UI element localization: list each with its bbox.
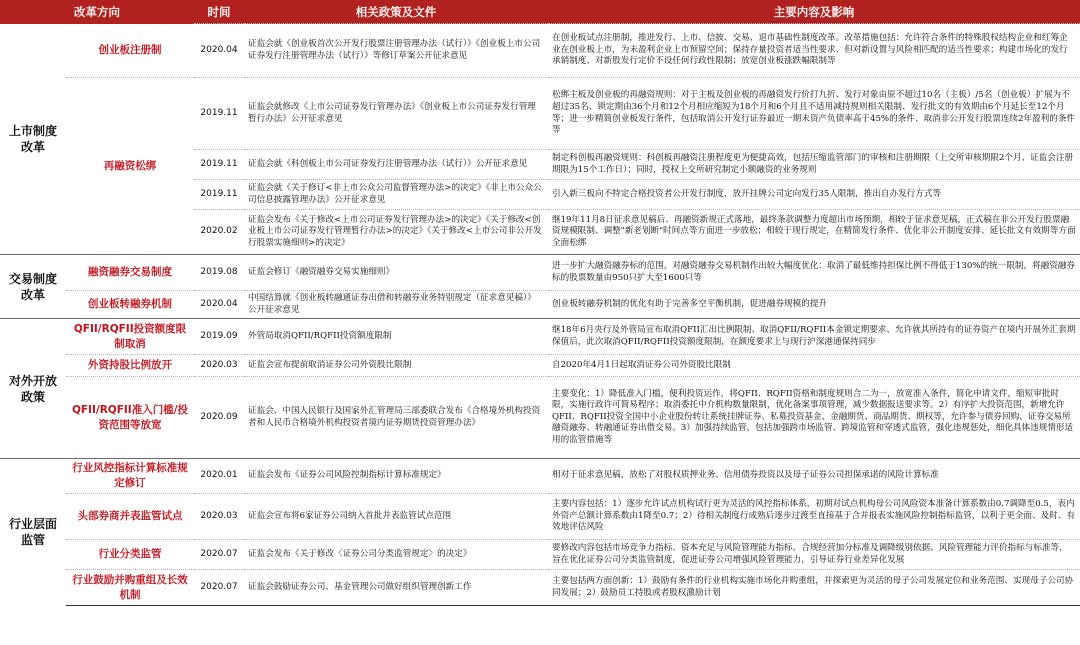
header-effect: 主要内容及影响 (548, 0, 1080, 24)
table-row (0, 24, 1080, 78)
policy-cell: 证监会宣布提前取消证券公司外资股比限制 (244, 355, 548, 377)
subcategory-cell: 行业风控指标计算标准规定修订 (66, 459, 194, 494)
subcategory-cell: 行业鼓励并购重组及长效机制 (66, 570, 194, 606)
effect-cell: 继19年11月8日征求意见稿后、再融资新规正式落地，最终条款调整力度超出市场预期，相较于征求意见稿，正式稿在非公开发行股票融资规模限制、调整"新老划断"时间点等方面进一步放松；相较于现行规定，在精简发行条件、优化非公开制度安排、延长批文有效期等方面全面松绑 (548, 210, 1080, 255)
effect-cell: 相对于征求意见稿，放松了对股权质押业务、信用债券投资以及母子证券公司担保承诺的风险计算标准 (548, 459, 1080, 494)
policy-cell: 证监会修订《融资融券交易实施细则》 (244, 255, 548, 291)
date-cell: 2020.09 (194, 377, 244, 459)
subcategory-cell: 创业板转融券机制 (66, 291, 194, 319)
table-row (0, 78, 1080, 150)
effect-cell: 进一步扩大融资融券标的范围，对融资融券交易机制作出较大幅度优化：取消了最低维持担保比例不得低于130%的统一限制，将融资融券标的股票数量由950只扩大至1600只等 (548, 255, 1080, 291)
effect-cell: 在创业板试点注册制，推进发行、上市、信披、交易、退市基础性制度改革。改革措施包括：允许符合条件的特殊股权结构企业和红筹企业在创业板上市，为未盈利企业上市预留空间；保持存量投资者适当性要求、但对新设置与风险相匹配的适当性要求；构建市场化的发行承销制度、对新股发行定价不设任何行政性限制；放宽创业板涨跌幅限制等 (548, 24, 1080, 78)
policy-cell: 证监会就《创业板首次公开发行股票注册管理办法（试行）》《创业板上市公司证券发行注册管理办法（试行）》等修订草案公开征求意见 (244, 24, 548, 78)
subcategory-cell: QFII/RQFII投资额度限制取消 (66, 319, 194, 355)
date-cell: 2020.03 (194, 355, 244, 377)
header-date: 时间 (194, 0, 244, 24)
date-cell: 2019.11 (194, 150, 244, 180)
policy-cell: 证监会就《关于修订<非上市公众公司监督管理办法>的决定》《非上市公众公司信息披露管理办法》公开征求意见 (244, 180, 548, 210)
policy-cell: 证监会发布《关于修改<上市公司证券发行管理办法>的决定》《关于修改<创业板上市公司证券发行管理暂行办法>的决定》《关于修改<上市公司非公开发行股票实施细则>的决定》 (244, 210, 548, 255)
date-cell: 2020.07 (194, 570, 244, 606)
policy-cell: 证监会就《科创板上市公司证券发行注册管理办法（试行）》公开征求意见 (244, 150, 548, 180)
date-cell: 2020.03 (194, 494, 244, 540)
date-cell: 2019.09 (194, 319, 244, 355)
effect-cell: 主要变化：1）降低准入门槛，便利投资运作，将QFII、RQFII资格和制度规则合二为一，放宽准入条件，简化申请文件，缩短审批时限，实施行政许可简易程序；取消委托中介机构数量限制，优化备案事项管理，减少数据报送要求等。2）有序扩大投资范围，新增允许QFII、RQFII投资全国中小企业股份转让系统挂牌证券、私募投资基金、金融期货、商品期货、期权等，允许参与债券回购、证券交易所融资融券、转融通证券出借交易。3）加强持续监管，包括加强跨市场监管、跨境监管和穿透式监管，强化违规惩处，细化具体违规情形适用的监管措施等 (548, 377, 1080, 459)
date-cell: 2020.01 (194, 459, 244, 494)
policy-cell: 证监会就修改《上市公司证券发行管理办法》《创业板上市公司证券发行管理暂行办法》公开征求意见 (244, 78, 548, 150)
subcategory-cell: 再融资松绑 (66, 78, 194, 255)
subcategory-cell: 创业板注册制 (98, 43, 162, 56)
policy-cell: 证监会发布《证券公司风险控制指标计算标准规定》 (244, 459, 548, 494)
date-cell: 2019.11 (194, 78, 244, 150)
policy-cell: 证监会发布《关于修改〈证券公司分类监管规定〉的决定》 (244, 540, 548, 570)
effect-cell: 主要内容包括：1）逐步允许试点机构试行更为灵活的风控指标体系，初期对试点机构母公司风险资本准备计算系数由0.7调降至0.5，表内外资产总额计算系数由1降至0.7；2）待相关制度行成熟后逐步过渡至直接基于合并报表实施风险控制指标监管，以利于更全面、及时、有效地评估风险 (548, 494, 1080, 540)
table-row (0, 459, 1080, 494)
effect-cell: 制定科创板再融资规则：科创板再融资注册程度更为便捷高效，包括压缩监管部门的审核和注册期限（上交所审核期限2个月、证监会注册期限为15个工作日）；同时，授权上交所研究制定小额融资的业务规则 (548, 150, 1080, 180)
category-cell: 行业层面监管 (0, 459, 66, 606)
table-row (0, 255, 1080, 291)
date-cell: 2019.11 (194, 180, 244, 210)
table-row (0, 570, 1080, 606)
effect-cell: 继18年6月央行及外管局宣布取消QFII汇出比例限制、取消QFII/RQFII本金锁定期要求、允许就其所持有的证券资产在境内开展外汇套期保值后，此次取消QFII/RQFII投资额度限制，在额度要求上与现行沪深港通保持同步 (548, 319, 1080, 355)
table-row (0, 377, 1080, 459)
category-cell: 上市制度改革 (8, 123, 57, 154)
policy-cell: 中国结算就《创业板转融通证券出借和转融券业务特别规定（征求意见稿）》公开征求意见 (244, 291, 548, 319)
subcategory-cell: 外资持股比例放开 (66, 355, 194, 377)
category-cell: 对外开放政策 (0, 319, 66, 459)
effect-cell: 松绑主板及创业板的再融资规则：对于主板及创业板的再融资发行价打九折、发行对象由原不超过10名（主板）/5名（创业板）扩展为不超过35名、锁定期由36个月和12个月相应缩短为18个月和6个月且不适用减持规则相关限制、发行批文的有效期由6个月延长至12个月等；进一步精简创业板发行条件，包括取消公开发行证券最近一期末资产负债率高于45%的条件、取消非公开发行股票连续2年盈利的条件等 (548, 78, 1080, 150)
table-row (0, 355, 1080, 377)
policy-cell: 证监会、中国人民银行及国家外汇管理局三部委联合发布《合格境外机构投资者和人民币合格境外机构投资者境内证券期货投资管理办法》 (244, 377, 548, 459)
table-row (0, 291, 1080, 319)
subcategory-cell: 头部券商并表监管试点 (66, 494, 194, 540)
policy-cell: 外管局取消QFII/RQFII投资额度限制 (244, 319, 548, 355)
effect-cell: 创业板转融券机制的优化有助于完善多空平衡机制，促进融券规模的提升 (548, 291, 1080, 319)
table-row (0, 319, 1080, 355)
table-body (0, 24, 1080, 606)
table-row (0, 540, 1080, 570)
category-cell: 交易制度改革 (0, 255, 66, 319)
date-cell: 2020.07 (194, 540, 244, 570)
header-row (0, 0, 1080, 24)
date-cell: 2020.04 (194, 291, 244, 319)
header-direction: 改革方向 (0, 0, 194, 24)
policy-cell: 证监会宣布将6家证券公司纳入首批并表监管试点范围 (244, 494, 548, 540)
subcategory-cell: 融资融券交易制度 (66, 255, 194, 291)
date-cell: 2020.02 (194, 210, 244, 255)
date-cell: 2020.04 (194, 24, 244, 78)
effect-cell: 引入新三板向不特定合格投资者公开发行制度，放开挂牌公司定向发行35人限制，推出自办发行方式等 (548, 180, 1080, 210)
subcategory-cell: QFII/RQFII准入门槛/投资范围等放宽 (66, 377, 194, 459)
subcategory-cell: 行业分类监管 (66, 540, 194, 570)
policy-cell: 证监会鼓励证券公司、基金管理公司做好组织管理创新工作 (244, 570, 548, 606)
date-cell: 2019.08 (194, 255, 244, 291)
effect-cell: 主要包括两方面创新：1）鼓励有条件的行业机构实施市场化并购重组，并探索更为灵活的母子公司发展定位和业务范围、实现母子公司协同发展；2）鼓励员工持股或者股权激励计划 (548, 570, 1080, 606)
effect-cell: 自2020年4月1日起取消证券公司外资股比限制 (548, 355, 1080, 377)
effect-cell: 要修改内容包括市场竞争力指标、资本充足与风险管理能力指标、合规经营加分标准及调降级别依据、风险管理能力评价指标与标准等，旨在优化证券公司分类监管制度，促进证券公司增强风险管理能力，引导证券行业差异化发展 (548, 540, 1080, 570)
header-policy: 相关政策及文件 (244, 0, 548, 24)
table-row (0, 494, 1080, 540)
